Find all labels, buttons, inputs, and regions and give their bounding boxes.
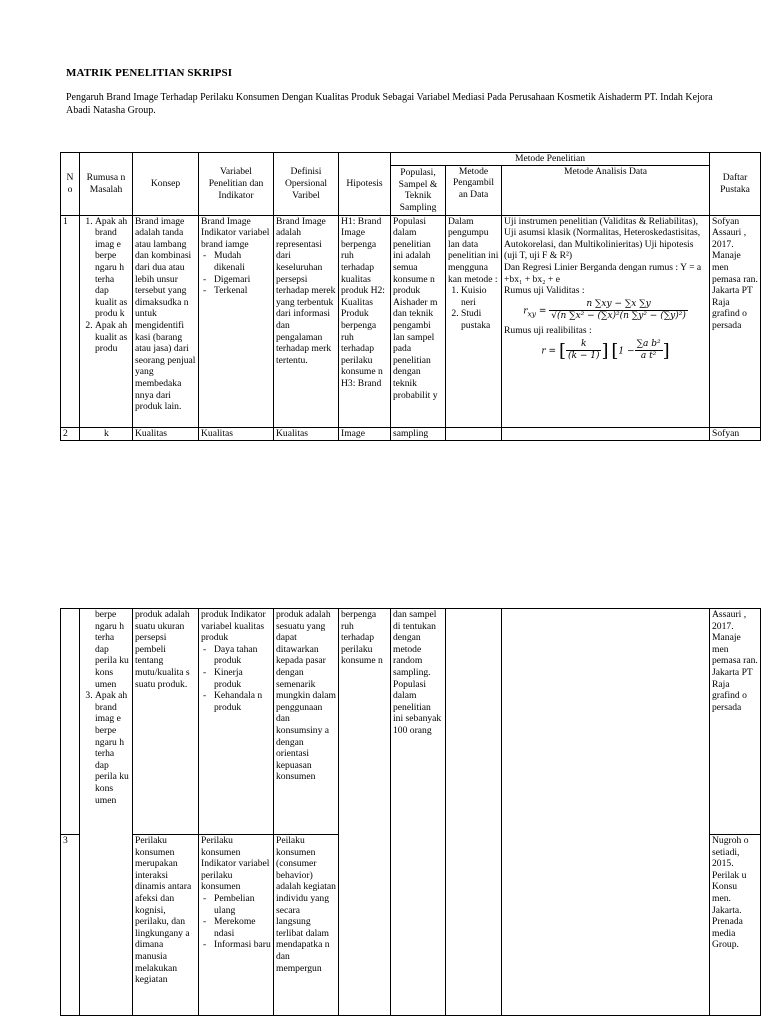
- variabel-intro: Perilaku konsumen Indikator variabel perilaku konsumen: [201, 835, 270, 893]
- indikator-item: - Daya tahan produk: [214, 644, 271, 667]
- reliability-inner-num: ∑a b²: [635, 339, 663, 352]
- row1-pustaka: Sofyan Assauri , 2017. Manaje men pemasa ran. Jakarta PT Raja grafind o persada: [710, 215, 761, 427]
- row1-hipotesis: H1: Brand Image berpenga ruh terhadap kualitas produk H2: Kualitas Produk berpenga ruh terhadap perilaku konsume n H3: Brand: [339, 215, 391, 427]
- indikator-item: - Mudah dikenali: [214, 250, 271, 273]
- variabel-intro: produk Indikator variabel kualitas produk: [201, 609, 266, 644]
- row2-populasi-cont: dan sampel di tentukan dengan metode random sampling. Populasi dalam penelitian ini sebanyak 100 orang: [391, 609, 446, 1016]
- row2-analisis-cont: [502, 609, 710, 1016]
- reliability-k-den: (k − 1): [568, 351, 600, 362]
- row1-analisis: [502, 215, 710, 427]
- validity-denominator: √(n ∑x² − (∑x)²(n ∑y² − (∑y)²): [551, 311, 686, 322]
- row2-pustaka-cont: Assauri , 2017. Manaje men pemasa ran. Jakarta PT Raja grafind o persada: [710, 609, 761, 835]
- row3-definisi: Peilaku konsumen (consumer behavior) adalah kegiatan individu yang secara langsung terlibat dalam mendapatka n dan mempergun: [274, 835, 339, 1016]
- research-matrix-table-page2: [60, 608, 761, 1016]
- row3-no: 3: [61, 835, 80, 1016]
- indikator-item: - Terkenal: [214, 285, 271, 297]
- row2-konsep: Kualitas: [133, 427, 199, 440]
- analisis-validitas-label: Rumus uji Validitas :: [504, 285, 585, 297]
- reliability-inner-fraction: [635, 339, 663, 363]
- analisis-uji-instrumen: Uji instrumen penelitian (Validitas & Reliabilitas), Uji asumsi klasik (Normalitas, Heteroskedastisitas, Autokorelasi, dan Multikolinieritas) Uji hipotesis (uji T, uji F & R²): [504, 215, 701, 262]
- reliability-inner-den: a t²: [640, 351, 657, 362]
- reliability-formula: r = [ $\frac{k}{(k - 1)}$ ] [1 − $\frac{\text{∑a b²}}{\text{a t²}}$ ]: [541, 338, 670, 362]
- header-hipotesis: Hipotesis: [339, 153, 391, 216]
- reliability-k-fraction: [566, 339, 601, 363]
- validity-sub: xy: [527, 309, 536, 319]
- row1-definisi: Brand Image adalah representasi dari keseluruhan persepsi terhadap merek yang terbentuk dari informasi dan pengalaman terhadap merk tertentu.: [274, 215, 339, 427]
- reliability-k-num: k: [566, 339, 601, 352]
- row1-pengambilan: [446, 215, 502, 427]
- row2-analisis: [502, 427, 710, 440]
- indikator-item: - Merekome ndasi: [214, 916, 271, 939]
- row2-populasi: sampling: [391, 427, 446, 440]
- pengambilan-item: 1. Kuisio neri: [461, 285, 499, 308]
- indikator-item: - Informasi baru: [214, 939, 271, 951]
- row2-variabel: Kualitas: [199, 427, 274, 440]
- row1-rumusan: [80, 215, 133, 427]
- research-matrix-table-page1: [60, 152, 761, 441]
- row2-rumusan: k: [80, 427, 133, 440]
- pengambilan-intro: Dalam pengumpu lan data penelitian ini mengguna kan metode :: [448, 215, 499, 285]
- rumusan-item-3: 3. Apak ah brand imag e berpe ngaru h terha dap perila ku kons umen: [95, 690, 130, 806]
- rumusan-item-2: 2. Apak ah kualit as produ: [95, 320, 130, 355]
- header-populasi: Populasi, Sampel & Teknik Sampling: [391, 165, 446, 215]
- analisis-reliabilitas-label: Rumus uji realibilitas :: [504, 324, 592, 336]
- header-pengambilan: Metode Pengambil an Data: [446, 165, 502, 215]
- header-definisi: Definisi Opersional Varibel: [274, 153, 339, 216]
- header-variabel: Variabel Penelitian dan Indikator: [199, 153, 274, 216]
- rumusan-item-2-cont: berpe ngaru h terha dap perila ku kons umen: [95, 609, 129, 690]
- row1-konsep: Brand image adalah tanda atau lambang dan kombinasi dari dua atau lebih unsur tersebut yang dimaksudka n untuk mengidentifi kasi (barang atau jasa) dari seorang penjual yang membedaka nnya dari produk lain.: [133, 215, 199, 427]
- page-title: MATRIK PENELITIAN SKRIPSI: [66, 67, 233, 79]
- row2-hipotesis-cont: berpenga ruh terhadap perilaku konsume n: [339, 609, 391, 1016]
- header-metode-penelitian: Metode Penelitian: [391, 153, 710, 166]
- row2-variabel-cont: [199, 609, 274, 835]
- analisis-regresi: Dan Regresi Linier Berganda dengan rumus : Y = a +bx₁ + bx₂ + e: [504, 261, 702, 285]
- row3-pustaka: Nugroh o setiadi, 2015. Perilak u Konsu men. Jakarta. Prenada media Group.: [710, 835, 761, 1016]
- row2-hipotesis: Image: [339, 427, 391, 440]
- header-analisis: Metode Analisis Data: [502, 165, 710, 215]
- row2-definisi-cont: produk adalah sesuatu yang dapat ditawarkan kepada pasar dengan semenarik mungkin dalam penggunaan dan konsumsiny a dengan orientasi kepuasan konsumen: [274, 609, 339, 835]
- research-description: Pengaruh Brand Image Terhadap Perilaku Konsumen Dengan Kualitas Produk Sebagai Variabel Mediasi Pada Perusahaan Kosmetik Aishaderm PT. Indah Kejora Abadi Natasha Group.: [66, 92, 713, 116]
- row2-pustaka: Sofyan: [710, 427, 761, 440]
- header-no: N o: [61, 153, 80, 216]
- row3-variabel: [199, 835, 274, 1016]
- row1-populasi: Populasi dalam penelitian ini adalah semua konsume n produk Aishader m dan teknik pengambi lan sampel pada penelitian dengan teknik probabilit y: [391, 215, 446, 427]
- indikator-item: - Pembelian ulang: [214, 893, 271, 916]
- row2-no: 2: [61, 427, 80, 440]
- validity-fraction: [549, 299, 688, 323]
- validity-lhs: r: [523, 306, 528, 317]
- row2-pengambilan: [446, 427, 502, 440]
- row2-definisi: Kualitas: [274, 427, 339, 440]
- validity-formula: $r_{xy}$ = $\frac{n \sum xy - \sum x \sum y}{\text{√(n ∑x² − (∑x)²(n ∑y² − (∑y)²)}}$: [523, 298, 686, 322]
- header-konsep: Konsep: [133, 153, 199, 216]
- variabel-intro: Brand Image Indikator variabel brand iamge: [201, 215, 270, 250]
- rumusan-item-1: 1. Apak ah brand imag e berpe ngaru h terha dap kualit as produ k: [95, 216, 130, 320]
- indikator-item: - Kinerja produk: [214, 667, 271, 690]
- row2-rumusan-cont: [80, 609, 133, 1016]
- indikator-item: - Digemari: [214, 274, 271, 286]
- pengambilan-item: 2. Studi pustaka: [461, 308, 499, 331]
- row3-konsep: Perilaku konsumen merupakan interaksi dinamis antara afeksi dan kognisi, perilaku, dan lingkungany a dimana manusia melakukan kegiatan: [133, 835, 199, 1016]
- reliability-lhs: r =: [541, 346, 557, 357]
- validity-numerator: n ∑xy − ∑x ∑y: [549, 299, 688, 312]
- row1-no: 1: [61, 215, 80, 427]
- row2-konsep-cont: produk adalah suatu ukuran persepsi pembeli tentang mutu/kualita s suatu produk.: [133, 609, 199, 835]
- header-pustaka: Daftar Pustaka: [710, 153, 761, 216]
- row1-variabel: [199, 215, 274, 427]
- indikator-item: - Kehandala n produk: [214, 690, 271, 713]
- row2-no-cont: [61, 609, 80, 835]
- header-rumusan: Rumusa n Masalah: [80, 153, 133, 216]
- row2-pengambilan-cont: [446, 609, 502, 1016]
